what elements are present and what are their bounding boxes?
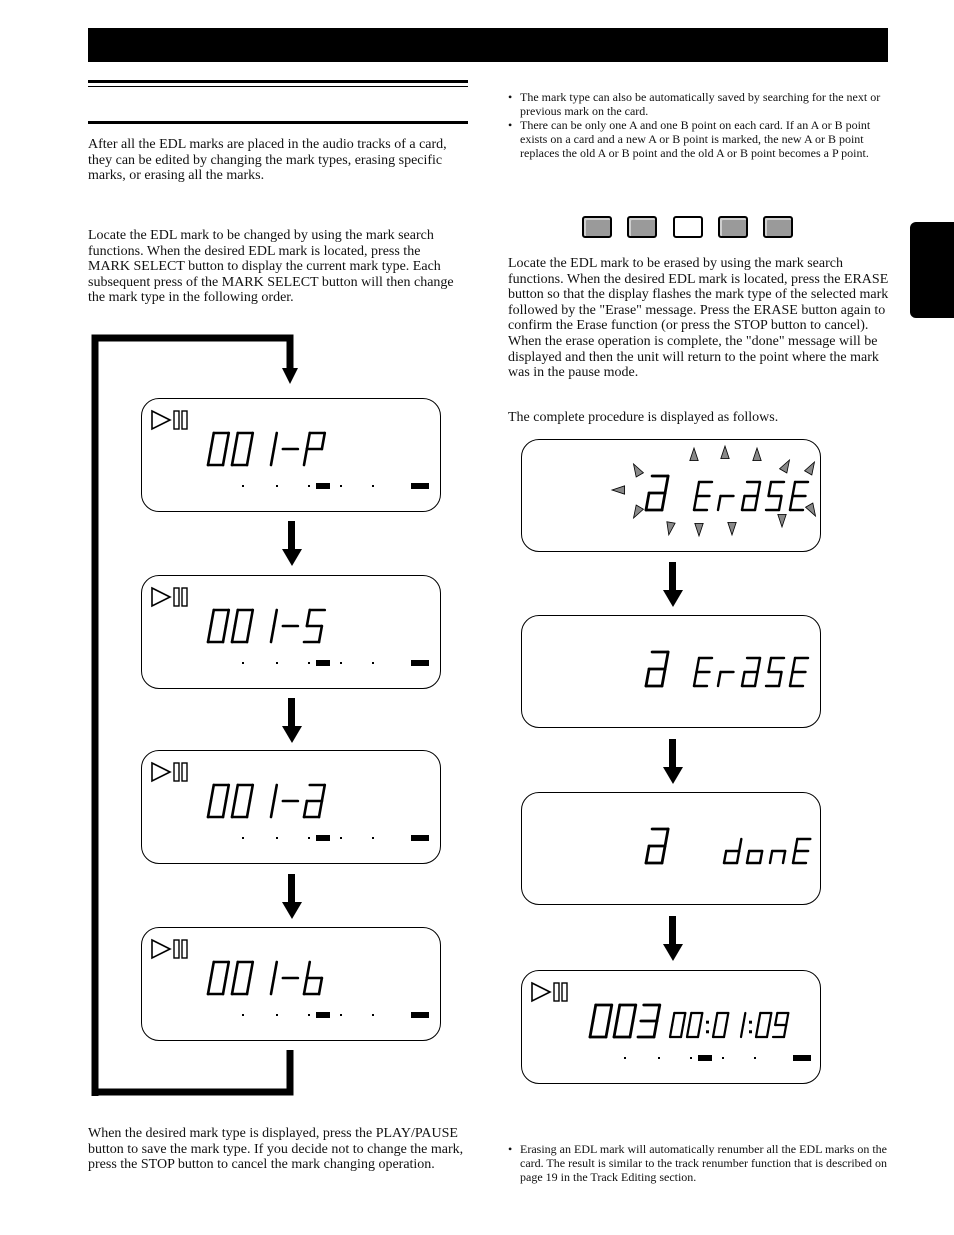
indicator-button-selected bbox=[673, 216, 703, 238]
lcd-colon bbox=[749, 1030, 752, 1033]
lcd-segment bbox=[250, 962, 253, 978]
lcd-segment bbox=[769, 1013, 771, 1025]
heading-rule-bottom bbox=[88, 121, 468, 124]
lcd-segment bbox=[793, 658, 796, 672]
indicator-button bbox=[718, 216, 748, 238]
lcd-segment bbox=[790, 672, 793, 686]
lcd-segment bbox=[793, 851, 795, 863]
lcd-segment bbox=[665, 829, 668, 846]
lcd-mark-p bbox=[141, 398, 441, 512]
lcd-segment bbox=[697, 658, 700, 672]
procedure-intro: The complete procedure is displayed as follows. bbox=[508, 410, 779, 425]
lcd-colon bbox=[706, 1021, 709, 1024]
lcd-return-pause bbox=[521, 970, 821, 1084]
lcd-segment bbox=[232, 978, 235, 994]
flash-indicator-icon bbox=[805, 462, 815, 475]
flash-indicator-icon bbox=[690, 448, 698, 461]
arrow-down-icon bbox=[663, 562, 683, 608]
lcd-segment bbox=[304, 449, 307, 465]
lcd-done bbox=[521, 792, 821, 905]
lcd-segment bbox=[737, 851, 739, 863]
header-bar bbox=[88, 28, 888, 62]
play-pause-icon bbox=[532, 983, 567, 1001]
lcd-segment bbox=[307, 962, 310, 978]
lcd-segment bbox=[247, 978, 250, 994]
lcd-segment bbox=[779, 672, 782, 686]
lcd-segment bbox=[790, 496, 793, 510]
lcd-segment bbox=[726, 1013, 728, 1025]
level-indicator bbox=[242, 483, 429, 489]
play-pause-icon bbox=[152, 411, 187, 429]
lcd-segment bbox=[784, 1025, 786, 1037]
arrow-down-icon bbox=[282, 521, 302, 567]
lcd-segment bbox=[681, 1025, 683, 1037]
flash-indicator-icon bbox=[778, 514, 786, 527]
lcd-segment bbox=[743, 1013, 745, 1025]
lcd-segment bbox=[247, 626, 250, 642]
lcd-segment bbox=[304, 801, 307, 817]
lcd-segment bbox=[689, 1013, 691, 1025]
lcd-segment bbox=[235, 433, 238, 449]
lcd-segment bbox=[247, 801, 250, 817]
intro-paragraph: After all the EDL marks are placed in the audio tracks of a card, they can be edited by changing the mark types, erasing specific marks, or erasing all the marks. bbox=[88, 137, 447, 184]
lcd-segment bbox=[755, 496, 758, 510]
play-pause-icon bbox=[152, 940, 187, 958]
notes-list bbox=[508, 91, 888, 161]
level-indicator bbox=[242, 660, 429, 666]
lcd-segment bbox=[226, 962, 229, 978]
lcd-segment bbox=[304, 978, 307, 994]
section-tab bbox=[910, 222, 954, 318]
play-pause-icon bbox=[152, 588, 187, 606]
lcd-segment bbox=[593, 1005, 596, 1021]
lcd-segment bbox=[662, 846, 665, 863]
lcd-segment bbox=[779, 496, 782, 510]
lcd-segment bbox=[271, 801, 274, 817]
lcd-segment bbox=[698, 1025, 700, 1037]
lcd-mark-b bbox=[141, 927, 441, 1041]
flash-indicator-icon bbox=[721, 446, 729, 459]
lcd-segment bbox=[223, 449, 226, 465]
lcd-segment bbox=[769, 658, 772, 672]
lcd-segment bbox=[235, 785, 238, 801]
lcd-segment bbox=[687, 1025, 689, 1037]
lcd-segment bbox=[760, 851, 762, 863]
lcd-segment bbox=[319, 626, 322, 642]
lcd-segment bbox=[226, 610, 229, 626]
lcd-mark-s bbox=[141, 575, 441, 689]
lcd-segment bbox=[211, 962, 214, 978]
lcd-segment bbox=[769, 482, 772, 496]
lcd-segment bbox=[232, 626, 235, 642]
lcd-segment bbox=[724, 1025, 726, 1037]
lcd-segment bbox=[700, 1013, 702, 1025]
lcd-segment bbox=[758, 658, 761, 672]
lcd-segment bbox=[665, 652, 668, 669]
note-item: • Erasing an EDL mark will automatically renumber all the EDL marks on the card. The result is similar to the track renumber function that is described on page 19 in the Track Editing section. bbox=[508, 1143, 890, 1185]
change-instructions: Locate the EDL mark to be changed by using the mark search functions. When the desired EDL mark is located, press the MARK SELECT button to display the current mark type. Each subsequent press of the MARK SELECT button will then change the mark type in the following order. bbox=[88, 228, 454, 306]
lcd-segment bbox=[235, 962, 238, 978]
erase-instructions: Locate the EDL mark to be erased by using the mark search functions. When the desired EDL mark is located, press the ERASE button so that the display flashes the mark type of the selected mark followed by the "Erase" message. Press the ERASE button again to confirm the Erase function (or press the STOP button to cancel). When the erase operation is complete, the "done" message will be displayed and then the unit will return to the point where the mark was in the pause mode. bbox=[508, 256, 889, 381]
flash-indicator-icon bbox=[728, 522, 736, 535]
lcd-segment bbox=[235, 610, 238, 626]
lcd-segment bbox=[271, 978, 274, 994]
lcd-segment bbox=[307, 433, 310, 449]
lcd-segment bbox=[767, 1025, 769, 1037]
lcd-segment bbox=[319, 978, 322, 994]
lcd-segment bbox=[250, 433, 253, 449]
lcd-segment bbox=[633, 1005, 636, 1021]
lcd-segment bbox=[319, 801, 322, 817]
lcd-segment bbox=[226, 785, 229, 801]
lcd-segment bbox=[274, 610, 277, 626]
lcd-segment bbox=[654, 1021, 657, 1037]
lcd-segment bbox=[250, 785, 253, 801]
flash-indicator-icon bbox=[780, 460, 790, 473]
lcd-erase-flashing bbox=[521, 439, 821, 552]
lcd-segment bbox=[775, 1013, 777, 1025]
lcd-segment bbox=[630, 1021, 633, 1037]
lcd-segment bbox=[786, 1013, 788, 1025]
lcd-segment bbox=[646, 493, 649, 510]
lcd-segment bbox=[713, 1025, 715, 1037]
lcd-segment bbox=[208, 449, 211, 465]
lcd-segment bbox=[739, 839, 741, 851]
lcd-segment bbox=[770, 851, 772, 863]
lcd-erase bbox=[521, 615, 821, 728]
arrow-down-icon bbox=[282, 874, 302, 920]
lcd-segment bbox=[223, 801, 226, 817]
lcd-segment bbox=[756, 1025, 758, 1037]
lcd-segment bbox=[742, 672, 745, 686]
lcd-mark-a bbox=[141, 750, 441, 864]
save-instructions: When the desired mark type is displayed, press the PLAY/PAUSE button to save the mark type. If you decide not to change the mark, press the STOP button to cancel the mark changing operation. bbox=[88, 1126, 464, 1173]
flash-indicator-icon bbox=[753, 448, 761, 461]
lcd-segment bbox=[758, 482, 761, 496]
lcd-segment bbox=[274, 433, 277, 449]
heading-rule-top-thin bbox=[88, 86, 468, 87]
lcd-segment bbox=[755, 672, 758, 686]
lcd-segment bbox=[657, 1005, 660, 1021]
lcd-segment bbox=[741, 1025, 743, 1037]
lcd-segment bbox=[662, 493, 665, 510]
lcd-segment bbox=[274, 785, 277, 801]
lcd-segment bbox=[672, 1013, 674, 1025]
play-pause-icon bbox=[152, 763, 187, 781]
lcd-colon bbox=[749, 1021, 752, 1024]
level-indicator bbox=[242, 835, 429, 841]
lcd-segment bbox=[646, 846, 649, 863]
lcd-segment bbox=[697, 482, 700, 496]
lcd-segment bbox=[646, 669, 649, 686]
indicator-button bbox=[582, 216, 612, 238]
lcd-segment bbox=[208, 626, 211, 642]
lcd-segment bbox=[670, 1025, 672, 1037]
lcd-segment bbox=[683, 1013, 685, 1025]
bottom-notes bbox=[508, 1143, 890, 1185]
arrow-down-icon bbox=[282, 698, 302, 744]
lcd-segment bbox=[614, 1021, 617, 1037]
flash-indicator-icon bbox=[634, 464, 644, 477]
flash-indicator-icon bbox=[612, 486, 625, 494]
lcd-segment bbox=[271, 449, 274, 465]
lcd-segment bbox=[724, 851, 726, 863]
lcd-segment bbox=[742, 496, 745, 510]
flash-indicator-icon bbox=[667, 522, 675, 535]
arrow-down-icon bbox=[663, 916, 683, 962]
lcd-segment bbox=[307, 610, 310, 626]
lcd-segment bbox=[223, 978, 226, 994]
lcd-segment bbox=[718, 672, 721, 686]
lcd-segment bbox=[208, 801, 211, 817]
lcd-segment bbox=[211, 610, 214, 626]
lcd-segment bbox=[274, 962, 277, 978]
lcd-segment bbox=[322, 433, 325, 449]
flash-indicator-icon bbox=[806, 503, 816, 516]
lcd-segment bbox=[322, 785, 325, 801]
lcd-segment bbox=[232, 801, 235, 817]
lcd-segment bbox=[795, 839, 797, 851]
lcd-segment bbox=[694, 496, 697, 510]
lcd-colon bbox=[706, 1030, 709, 1033]
lcd-segment bbox=[758, 1013, 760, 1025]
lcd-segment bbox=[715, 1013, 717, 1025]
note-item: • The mark type can also be automatically saved by searching for the next or previous mark on the card. bbox=[508, 91, 888, 119]
lcd-segment bbox=[747, 851, 749, 863]
lcd-segment bbox=[606, 1021, 609, 1037]
level-indicator bbox=[242, 1012, 429, 1018]
lcd-segment bbox=[247, 449, 250, 465]
flash-indicator-icon bbox=[695, 523, 703, 536]
heading-rule-top bbox=[88, 80, 468, 83]
note-item: • There can be only one A and one B point on each card. If an A or B point exists on a card and a new A or B point is marked, the new A or B point replaces the old A or B point and the old A or B point becomes a P point. bbox=[508, 119, 888, 161]
lcd-segment bbox=[226, 433, 229, 449]
level-indicator bbox=[624, 1055, 811, 1061]
lcd-segment bbox=[223, 626, 226, 642]
lcd-segment bbox=[609, 1005, 612, 1021]
lcd-segment bbox=[211, 785, 214, 801]
lcd-segment bbox=[208, 978, 211, 994]
lcd-segment bbox=[662, 669, 665, 686]
lcd-segment bbox=[232, 449, 235, 465]
lcd-segment bbox=[590, 1021, 593, 1037]
lcd-segment bbox=[694, 672, 697, 686]
indicator-button bbox=[763, 216, 793, 238]
lcd-segment bbox=[211, 433, 214, 449]
lcd-segment bbox=[665, 476, 668, 493]
lcd-segment bbox=[271, 626, 274, 642]
arrow-down-icon bbox=[663, 739, 683, 785]
indicator-button bbox=[627, 216, 657, 238]
flash-indicator-icon bbox=[634, 505, 644, 518]
lcd-segment bbox=[783, 851, 785, 863]
lcd-segment bbox=[718, 496, 721, 510]
lcd-segment bbox=[250, 610, 253, 626]
lcd-segment bbox=[617, 1005, 620, 1021]
lcd-segment bbox=[793, 482, 796, 496]
